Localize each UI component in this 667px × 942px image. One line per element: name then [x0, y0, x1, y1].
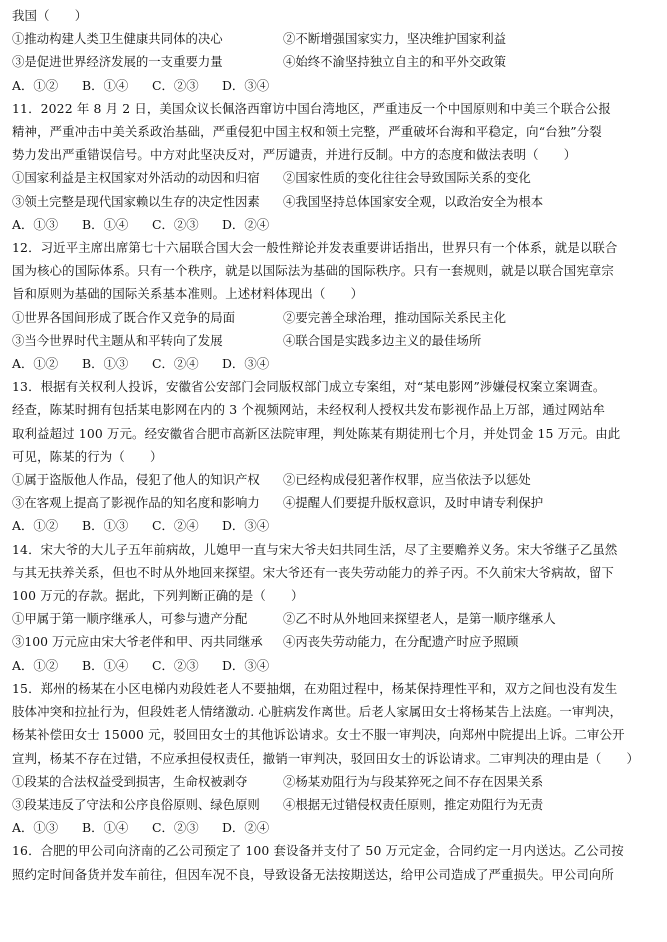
choice-b[interactable]: B．①④	[82, 820, 129, 836]
option-4: ④始终不渝坚持独立自主的和平外交政策	[283, 54, 507, 70]
question-stem-line: 14．宋大爷的大儿子五年前病故，儿媳甲一直与宋大爷夫妇共同生活，尽了主要赡养义务。宋大爷继子乙虽然	[12, 541, 618, 557]
question-stem-line: 16．合肥的甲公司向济南的乙公司预定了 100 套设备并支付了 50 万元定金，合同约定一月内送达。乙公司按	[12, 843, 624, 859]
option-row	[12, 329, 653, 352]
choice-c[interactable]: C．②③	[152, 657, 199, 673]
choice-c[interactable]: C．②③	[152, 820, 199, 836]
option-3: ③是促进世界经济发展的一支重要力量	[12, 54, 223, 70]
choice-c[interactable]: C．②④	[152, 356, 199, 372]
question-stem-line: 可见，陈某的行为（ ）	[12, 448, 163, 464]
option-2: ②国家性质的变化往往会导致国际关系的变化	[283, 170, 531, 186]
option-row	[12, 770, 653, 793]
question-10-tail	[12, 4, 653, 97]
choice-a[interactable]: A．①②	[12, 657, 59, 673]
option-row	[12, 468, 653, 491]
question-15	[12, 677, 653, 839]
question-stem-line: 势力发出严重错误信号。中方对此坚决反对，严厉谴责，并进行反制。中方的态度和做法表明（ ）	[12, 147, 577, 163]
answer-choices	[12, 74, 653, 97]
question-16	[12, 839, 653, 885]
question-12	[12, 236, 653, 375]
question-11	[12, 97, 653, 236]
option-1: ①属于盗版他人作品，侵犯了他人的知识产权	[12, 472, 260, 488]
question-stem-line: 15．郑州的杨某在小区电梯内劝段姓老人不要抽烟，在劝阻过程中，杨某保持理性平和，双方之间也没有发生	[12, 680, 618, 696]
choice-a[interactable]: A．①③	[12, 216, 59, 232]
option-row	[12, 306, 653, 329]
option-row	[12, 190, 653, 213]
question-stem-line: 100 万元的存款。据此，下列判断正确的是（ ）	[12, 588, 304, 604]
answer-choices	[12, 213, 653, 236]
option-1: ①推动构建人类卫生健康共同体的决心	[12, 31, 223, 47]
answer-choices	[12, 514, 653, 537]
question-stem-line: 取利益超过 100 万元。经安徽省合肥市高新区法院审理，判处陈某有期徒刑七个月，并处罚金 15 万元。由此	[12, 425, 621, 441]
choice-a[interactable]: A．①③	[12, 820, 59, 836]
question-stem-line: 肢体冲突和拉扯行为，但段姓老人情绪激动. 心脏病发作离世。后老人家属田女士将杨某告上法庭。一审判决，	[12, 704, 623, 720]
question-stem-line: 经查，陈某时拥有包括某电影网在内的 3 个视频网站，未经权利人授权共发布影视作品上万部，通过网站牟	[12, 402, 606, 418]
choice-d[interactable]: D．③④	[222, 77, 270, 93]
question-stem-line: 11．2022 年 8 月 2 日，美国众议长佩洛西窜访中国台湾地区，严重违反一个中国原则和中美三个联合公报	[12, 100, 611, 116]
option-row	[12, 166, 653, 189]
question-stem-line: 与其无扶养关系，但也不时从外地回来探望。宋大爷还有一丧失劳动能力的养子丙。不久前宋大爷病故，留下	[12, 564, 614, 580]
option-4: ④联合国是实践多边主义的最佳场所	[283, 332, 482, 348]
option-1: ①甲属于第一顺序继承人，可参与遗产分配	[12, 611, 248, 627]
choice-d[interactable]: D．②④	[222, 216, 270, 232]
option-2: ②乙不时从外地回来探望老人，是第一顺序继承人	[283, 611, 556, 627]
question-stem-line: 照约定时间备货并发车前往，但因车况不良，导致设备无法按期送达，给甲公司造成了严重损失。甲公司向所	[12, 866, 614, 882]
choice-b[interactable]: B．①④	[82, 77, 129, 93]
option-4: ④提醒人们要提升版权意识，及时申请专利保护	[283, 495, 544, 511]
option-4: ④根据无过错侵权责任原则，推定劝阻行为无责	[283, 796, 544, 812]
option-row	[12, 27, 653, 50]
option-row	[12, 630, 653, 653]
choice-c[interactable]: C．②③	[152, 216, 199, 232]
option-1: ①国家利益是主权国家对外活动的动因和归宿	[12, 170, 260, 186]
choice-b[interactable]: B．①③	[82, 518, 129, 534]
answer-choices	[12, 816, 653, 839]
option-3: ③段某违反了守法和公序良俗原则、绿色原则	[12, 796, 260, 812]
choice-d[interactable]: D．③④	[222, 657, 270, 673]
choice-d[interactable]: D．②④	[222, 820, 270, 836]
choice-b[interactable]: B．①③	[82, 356, 129, 372]
option-4: ④丙丧失劳动能力，在分配遗产时应予照顾	[283, 634, 519, 650]
answer-choices	[12, 654, 653, 677]
question-14	[12, 538, 653, 677]
choice-d[interactable]: D．③④	[222, 356, 270, 372]
question-stem-line: 国为核心的国际体系。只有一个秩序，就是以国际法为基础的国际秩序。只有一套规则，就是以联合国宪章宗	[12, 263, 614, 279]
option-3: ③在客观上提高了影视作品的知名度和影响力	[12, 495, 260, 511]
option-3: ③100 万元应由宋大爷老伴和甲、丙共同继承	[12, 634, 263, 650]
question-stem-line: 精神，严重冲击中美关系政治基础，严重侵犯中国主权和领土完整，严重破坏台海和平稳定，向“台独”分裂	[12, 124, 602, 140]
question-stem-line: 宣判，杨某不存在过错，不应承担侵权责任，撤销一审判决，驳回田女士的诉讼请求。二审判决的理由是（ ）	[12, 750, 640, 766]
option-2: ②已经构成侵犯著作权罪，应当依法予以惩处	[283, 472, 531, 488]
question-stem-line: 13．根据有关权利人投诉，安徽省公安部门会同版权部门成立专案组，对“某电影网”涉嫌侵权案立案调查。	[12, 379, 606, 395]
option-row	[12, 50, 653, 73]
choice-c[interactable]: C．②④	[152, 518, 199, 534]
question-stem-line: 我国（ ）	[12, 8, 88, 23]
option-row	[12, 491, 653, 514]
choice-b[interactable]: B．①④	[82, 216, 129, 232]
option-row	[12, 793, 653, 816]
option-1: ①段某的合法权益受到损害，生命权被剥夺	[12, 773, 248, 789]
question-stem-line: 旨和原则为基础的国际关系基本准则。上述材料体现出（ ）	[12, 286, 364, 302]
option-2: ②不断增强国家实力，坚决维护国家利益	[283, 31, 507, 47]
answer-choices	[12, 352, 653, 375]
option-3: ③当今世界时代主题从和平转向了发展	[12, 332, 223, 348]
question-stem-line: 12．习近平主席出席第七十六届联合国大会一般性辩论并发表重要讲话指出，世界只有一个体系，就是以联合	[12, 240, 618, 256]
choice-d[interactable]: D．③④	[222, 518, 270, 534]
choice-c[interactable]: C．②③	[152, 77, 199, 93]
option-3: ③领土完整是现代国家赖以生存的决定性因素	[12, 193, 260, 209]
question-stem-line: 杨某补偿田女士 15000 元，驳回田女士的其他诉讼请求。女士不服一审判决，向郑州中院提出上诉。二审公开	[12, 727, 625, 743]
question-13	[12, 375, 653, 537]
choice-b[interactable]: B．①④	[82, 657, 129, 673]
option-2: ②杨某劝阻行为与段某猝死之间不存在因果关系	[283, 773, 544, 789]
choice-a[interactable]: A．①②	[12, 77, 59, 93]
option-2: ②要完善全球治理，推动国际关系民主化	[283, 309, 507, 325]
choice-a[interactable]: A．①②	[12, 518, 59, 534]
option-4: ④我国坚持总体国家安全观，以政治安全为根本	[283, 193, 544, 209]
choice-a[interactable]: A．①②	[12, 356, 59, 372]
option-1: ①世界各国间形成了既合作又竞争的局面	[12, 309, 236, 325]
option-row	[12, 607, 653, 630]
